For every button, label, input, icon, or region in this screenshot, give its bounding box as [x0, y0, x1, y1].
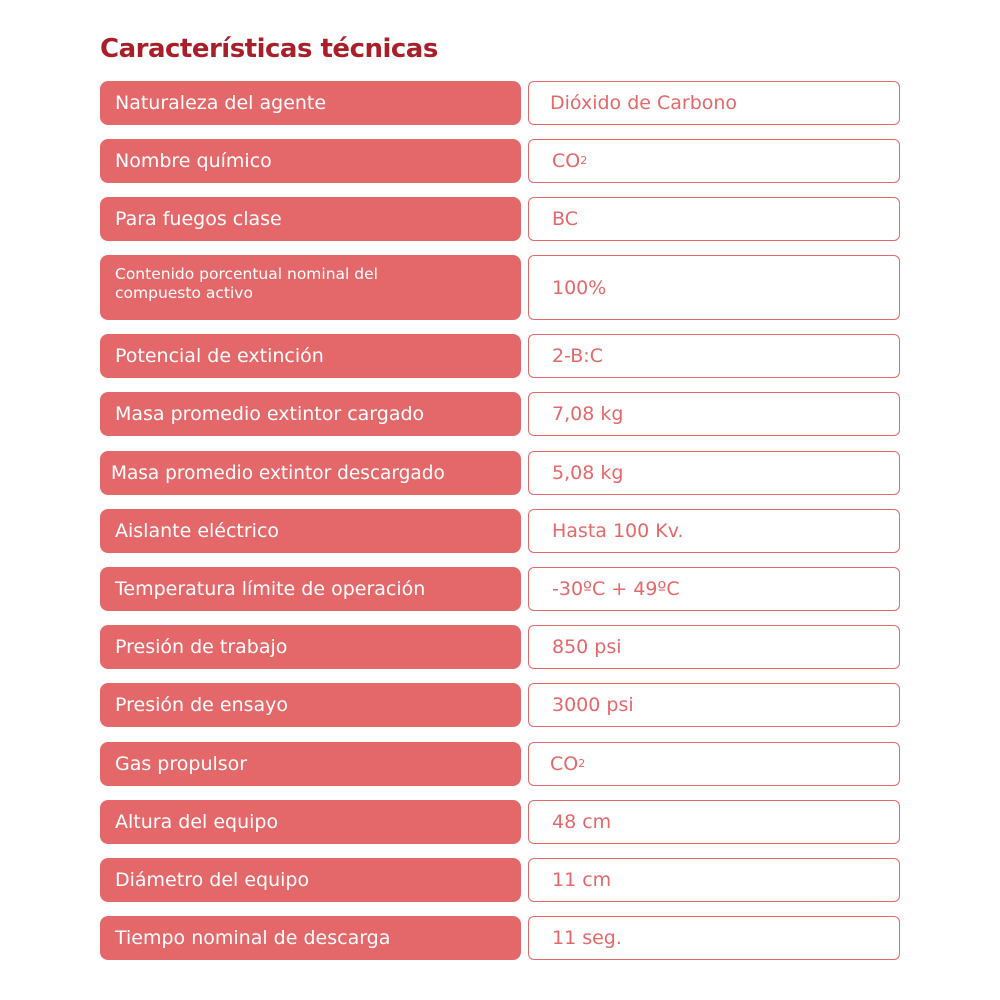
spec-label: Diámetro del equipo: [100, 858, 521, 902]
spec-value: CO 2: [528, 742, 900, 786]
spec-value: 7,08 kg: [528, 392, 900, 436]
spec-row-test-pressure: [100, 683, 900, 727]
spec-label: Naturaleza del agente: [100, 81, 521, 125]
spec-label: Presión de trabajo: [100, 625, 521, 669]
spec-row-chemical-name: [100, 139, 900, 183]
spec-row-active-content: [100, 255, 900, 320]
spec-row-propellant-gas: [100, 742, 900, 786]
spec-value: 48 cm: [528, 800, 900, 844]
spec-row-electrical-insulation: [100, 509, 900, 553]
spec-value: 3000 psi: [528, 683, 900, 727]
spec-label: Temperatura límite de operación: [100, 567, 521, 611]
spec-row-discharged-mass: [100, 451, 900, 495]
spec-value: 850 psi: [528, 625, 900, 669]
spec-label: Para fuegos clase: [100, 197, 521, 241]
spec-value: 11 seg.: [528, 916, 900, 960]
spec-row-discharge-time: [100, 916, 900, 960]
spec-label: Contenido porcentual nominal del compuesto activo: [100, 255, 521, 320]
spec-row-agent-nature: [100, 81, 900, 125]
spec-label: Masa promedio extintor cargado: [100, 392, 521, 436]
spec-label: Altura del equipo: [100, 800, 521, 844]
spec-row-working-pressure: [100, 625, 900, 669]
spec-value: Hasta 100 Kv.: [528, 509, 900, 553]
spec-value: 100%: [528, 255, 900, 320]
spec-value: Dióxido de Carbono: [528, 81, 900, 125]
spec-row-fire-class: [100, 197, 900, 241]
page-title: Características técnicas: [100, 34, 438, 64]
spec-value: CO 2: [528, 139, 900, 183]
spec-value: 2-B:C: [528, 334, 900, 378]
spec-label: Presión de ensayo: [100, 683, 521, 727]
spec-value: 11 cm: [528, 858, 900, 902]
chemical-formula: CO: [552, 150, 581, 172]
spec-row-operating-temperature: [100, 567, 900, 611]
spec-row-equipment-diameter: [100, 858, 900, 902]
spec-label: Potencial de extinción: [100, 334, 521, 378]
spec-row-equipment-height: [100, 800, 900, 844]
spec-label: Tiempo nominal de descarga: [100, 916, 521, 960]
spec-label: Nombre químico: [100, 139, 521, 183]
spec-value: 5,08 kg: [528, 451, 900, 495]
spec-row-charged-mass: [100, 392, 900, 436]
spec-value: -30ºC + 49ºC: [528, 567, 900, 611]
spec-value: BC: [528, 197, 900, 241]
spec-label: Masa promedio extintor descargado: [100, 451, 521, 495]
chemical-formula: CO: [550, 753, 579, 775]
spec-label: Aislante eléctrico: [100, 509, 521, 553]
spec-row-extinction-potential: [100, 334, 900, 378]
spec-label: Gas propulsor: [100, 742, 521, 786]
